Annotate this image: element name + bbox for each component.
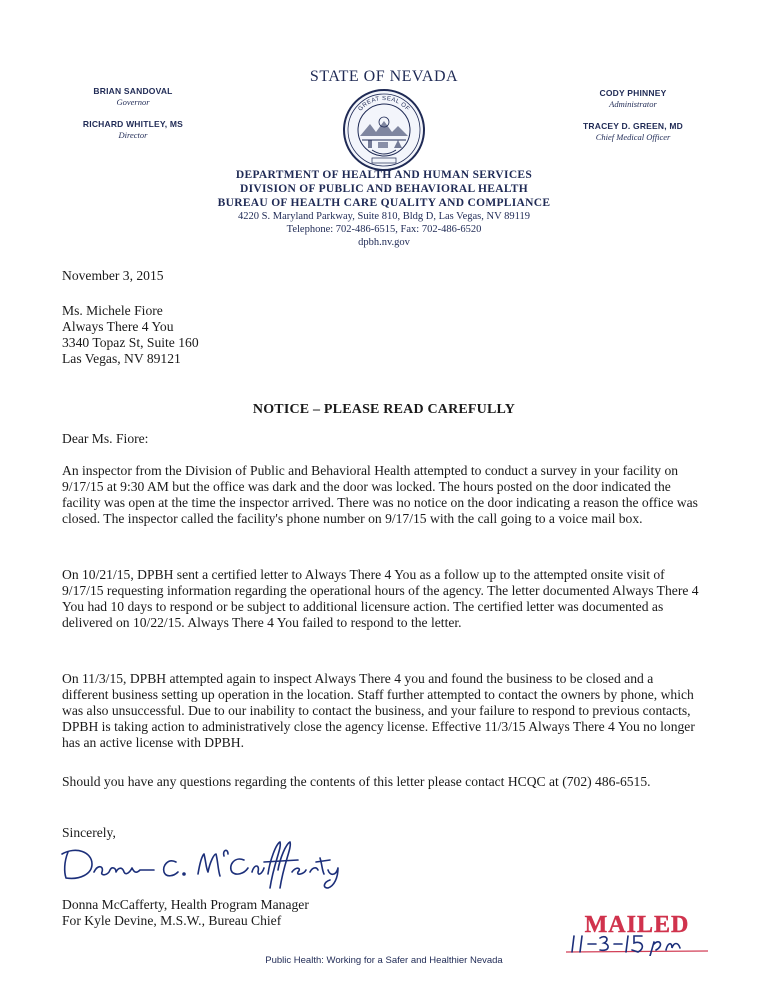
nevada-state-seal-icon — [342, 88, 426, 172]
director-title: Director — [118, 130, 148, 140]
notice-title: NOTICE – PLEASE READ CAREFULLY — [252, 402, 516, 417]
right-officials — [558, 88, 708, 143]
closing: Sincerely, — [62, 825, 116, 840]
recipient-address — [62, 303, 199, 367]
svg-text:GREAT SEAL OF: GREAT SEAL OF — [357, 95, 411, 113]
governor-title: Governor — [116, 97, 150, 107]
department-name: DEPARTMENT OF HEALTH AND HUMAN SERVICES — [235, 169, 533, 181]
recipient-city: Las Vegas, NV 89121 — [62, 351, 181, 366]
department-address: 4220 S. Maryland Parkway, Suite 810, Bldg D, Las Vegas, NV 89119 — [238, 211, 530, 222]
recipient-org: Always There 4 You — [62, 319, 174, 334]
signer-name-title: Donna McCafferty, Health Program Manager — [62, 897, 309, 912]
administrator-title: Administrator — [609, 99, 657, 109]
handwritten-signature — [58, 832, 348, 890]
state-title: STATE OF NEVADA — [309, 68, 459, 85]
division-name: DIVISION OF PUBLIC AND BEHAVIORAL HEALTH — [240, 183, 528, 195]
svg-text:MAILED: MAILED — [584, 912, 690, 938]
recipient-name: Ms. Michele Fiore — [62, 303, 163, 318]
signer-for: For Kyle Devine, M.S.W., Bureau Chief — [62, 913, 282, 928]
signer-block — [62, 897, 309, 929]
director-name: RICHARD WHITLEY, MS — [82, 119, 184, 129]
mailed-stamp — [562, 908, 712, 956]
body-paragraph-1: An inspector from the Division of Public and Behavioral Health attempted to conduct a survey in your facility on 9/17/15 at 9:30 AM but the office was dark and the door was locked. The hours posted on the door indicated the facility was open at the time the inspector arrived. There was no notice on the door indicating a reason the office was closed. The inspector called the facility's phone number on 9/17/15 with the call going to a voice mail box. — [62, 463, 698, 526]
bureau-name: BUREAU OF HEALTH CARE QUALITY AND COMPLIANCE — [217, 197, 551, 209]
footer-tagline: Public Health: Working for a Safer and Healthier Nevada — [265, 955, 503, 966]
recipient-street: 3340 Topaz St, Suite 160 — [62, 335, 199, 350]
body-paragraph-4: Should you have any questions regarding the contents of this letter please contact HCQC at (702) 486-6515. — [62, 774, 651, 789]
administrator-name: CODY PHINNEY — [599, 88, 667, 98]
salutation: Dear Ms. Fiore: — [62, 431, 149, 446]
department-block — [0, 168, 768, 249]
cmo-name: TRACEY D. GREEN, MD — [583, 121, 683, 131]
governor-name: BRIAN SANDOVAL — [93, 86, 173, 96]
body-paragraph-3: On 11/3/15, DPBH attempted again to inspect Always There 4 you and found the business to be closed and a different business setting up operation in the location. Staff further attempted to contact the owners by phone, which was also unsuccessful. Due to our inability to contact the business, and your failure to respond to previous contacts, DPBH is taking action to administratively close the agency license. Effective 11/3/15 Always There 4 You no longer has an active license with DPBH. — [62, 671, 695, 750]
department-website: dpbh.nv.gov — [358, 237, 410, 248]
letter-date: November 3, 2015 — [62, 268, 164, 283]
department-phone: Telephone: 702-486-6515, Fax: 702-486-6520 — [286, 224, 482, 235]
left-officials — [68, 86, 198, 141]
body-paragraph-2: On 10/21/15, DPBH sent a certified letter to Always There 4 You as a follow up to the attempted onsite visit of 9/17/15 requesting information regarding the operational hours of the agency. The letter documented Always There 4 You had 10 days to respond or be subject to additional licensure action. The certified letter was documented as delivered on 10/22/15. Always There 4 You failed to respond to the letter. — [62, 567, 699, 630]
cmo-title: Chief Medical Officer — [595, 132, 671, 142]
